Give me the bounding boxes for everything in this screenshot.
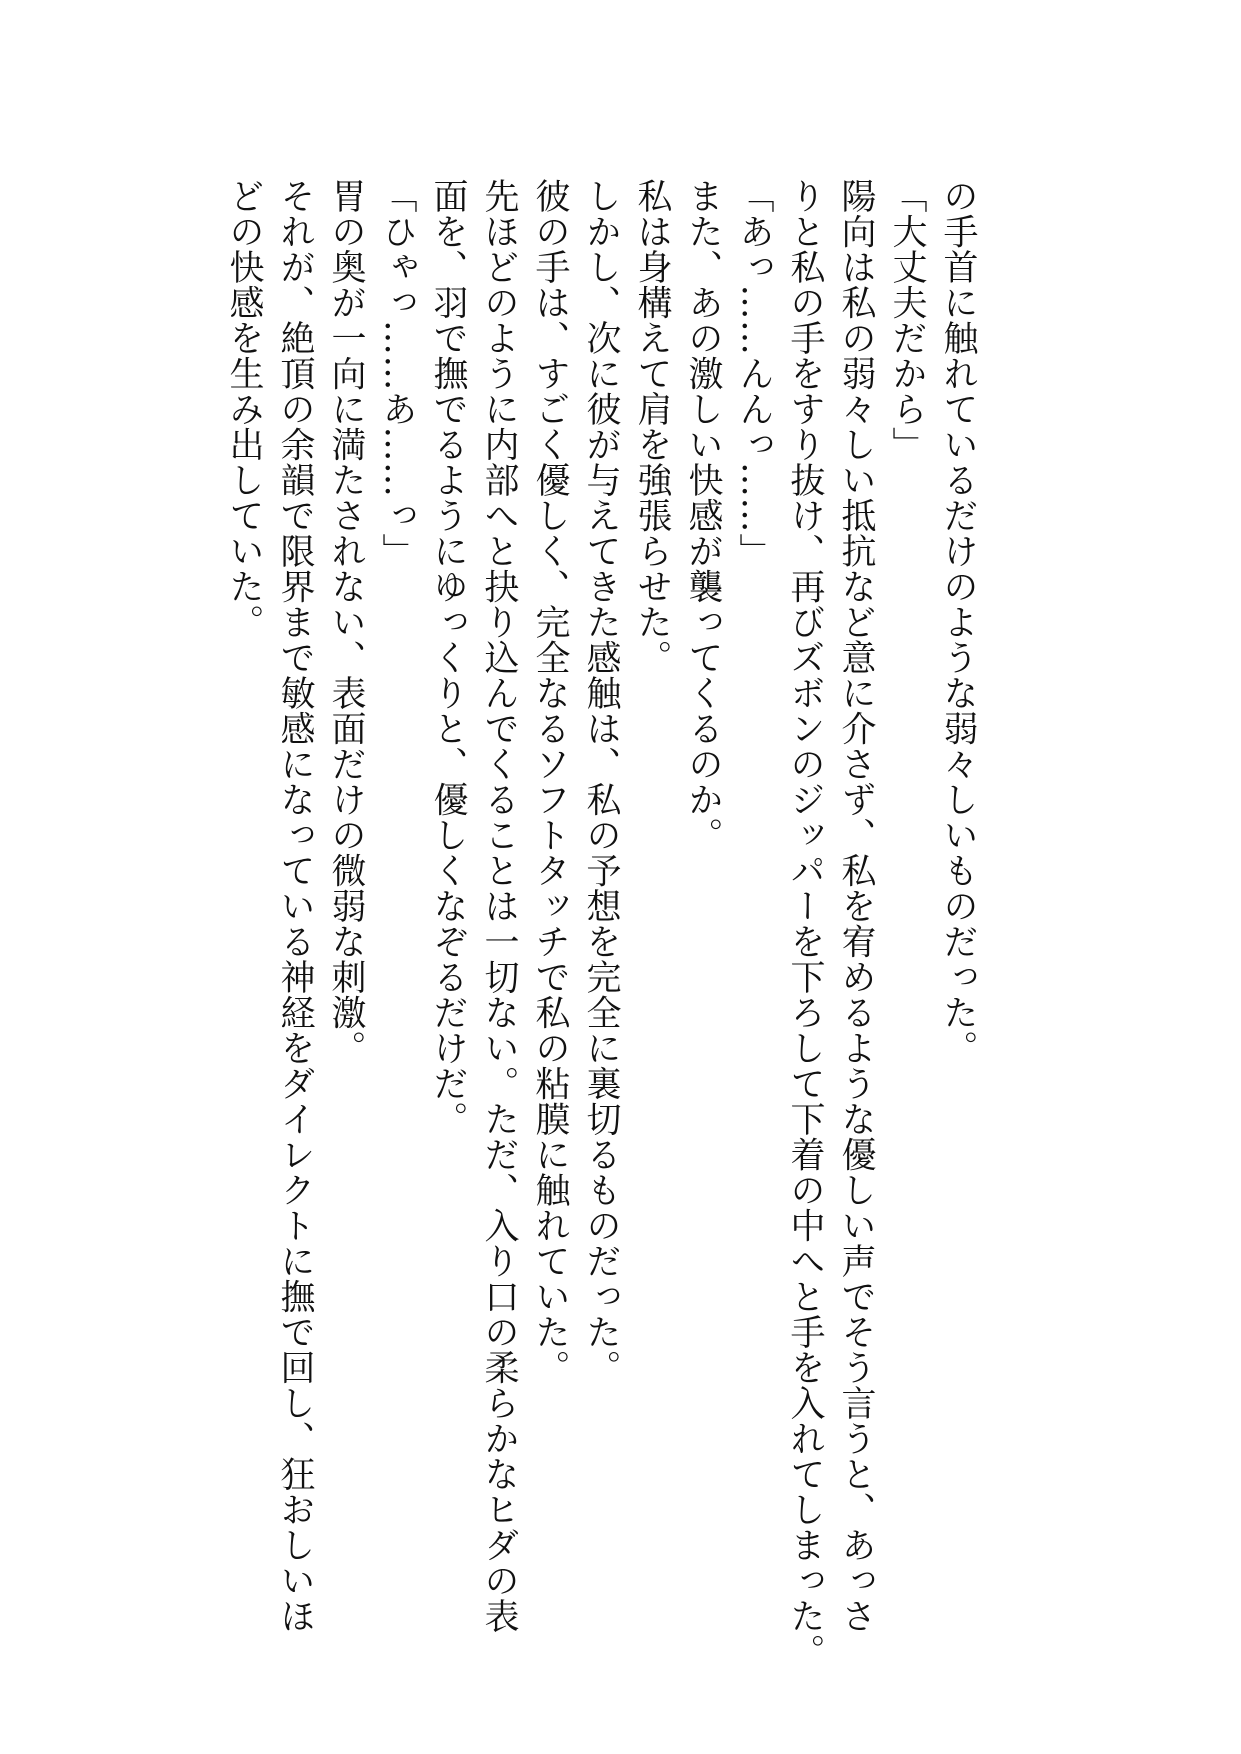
text-line: 「ひゃっ……あ……っ」 [377, 178, 417, 569]
text-line: 陽向は私の弱々しい抵抗など意に介さず、私を宥めるような優しい声でそう言うと、あっさ [836, 178, 876, 1634]
text-line: の手首に触れているだけのような弱々しいものだった。 [938, 178, 978, 1066]
text-line: 「大丈夫だから」 [887, 178, 927, 462]
vertical-text-body [218, 178, 983, 1669]
text-line: 彼の手は、すごく優しく、完全なるソフトタッチで私の粘膜に触れていた。 [530, 178, 570, 1385]
text-line: 先ほどのように内部へと抉り込んでくることは一切ない。ただ、入り口の柔らかなヒダの表 [479, 178, 519, 1634]
text-line: どの快感を生み出していた。 [224, 178, 264, 640]
text-line: 胃の奥が一向に満たされない、表面だけの微弱な刺激。 [326, 178, 366, 1066]
text-line: 私は身構えて肩を強張らせた。 [632, 178, 672, 675]
text-line: 面を、羽で撫でるようにゆっくりと、優しくなぞるだけだ。 [428, 178, 468, 1137]
text-line: また、あの激しい快感が襲ってくるのか。 [683, 178, 723, 853]
text-line: それが、絶頂の余韻で限界まで敏感になっている神経をダイレクトに撫で回し、狂おしいほ [275, 178, 315, 1634]
text-line: しかし、次に彼が与えてきた感触は、私の予想を完全に裏切るものだった。 [581, 178, 621, 1385]
text-line: 「あっ……んんっ……」 [734, 178, 774, 569]
text-line: りと私の手をすり抜け、再びズボンのジッパーを下ろして下着の中へと手を入れてしまった。 [785, 178, 825, 1669]
